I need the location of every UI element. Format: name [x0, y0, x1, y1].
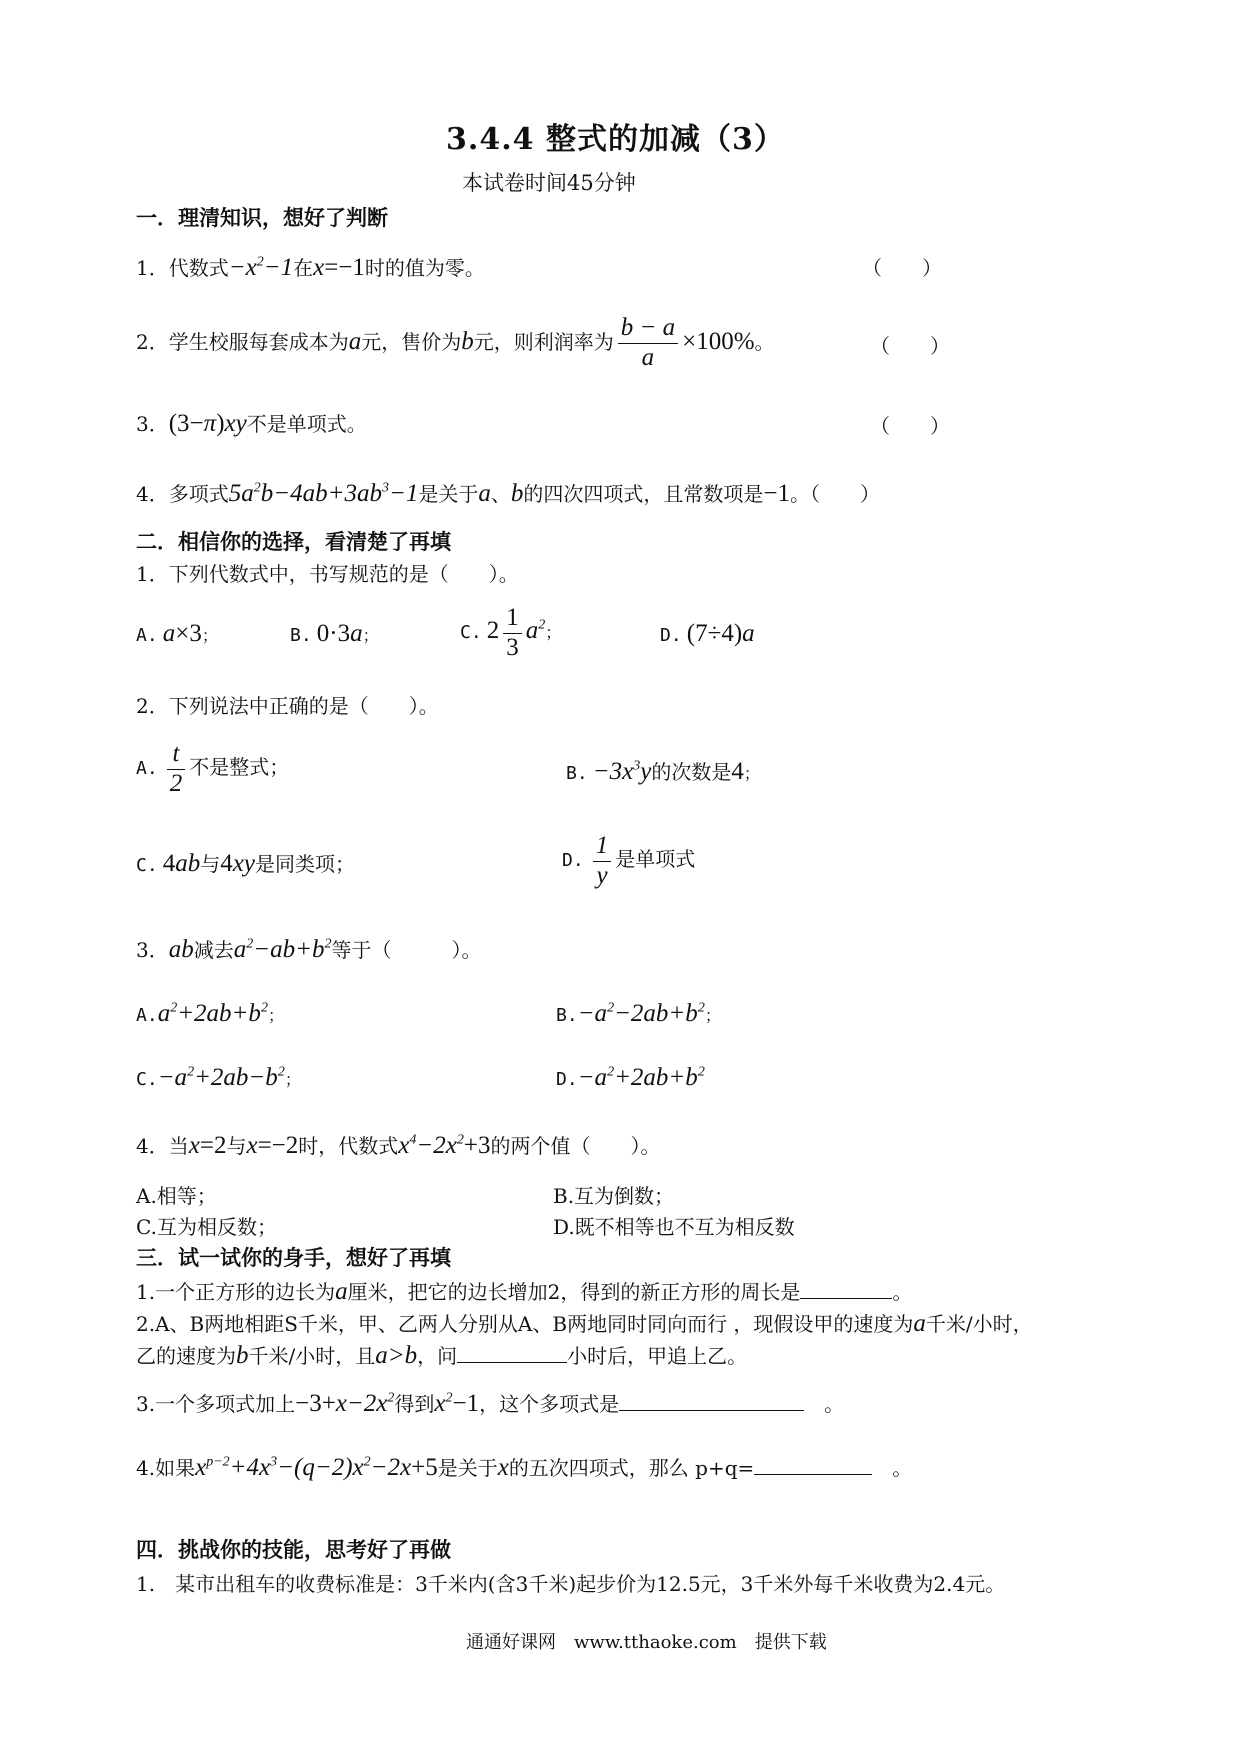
profit-fraction: $\frac{b - a}{a}$: [618, 314, 678, 373]
s2-q2-option-d: D. $\frac{1}{y}$ 是单项式: [562, 832, 696, 889]
s1-q1-paren: （ ）: [862, 256, 942, 280]
s2-q4-option-b: B.互为倒数；: [553, 1184, 675, 1208]
s1-q3: 3．(3−π)xy不是单项式。: [136, 410, 367, 437]
s2-q4: 4．当x=2与x=−2时，代数式$x^4-2x^2+3$的两个值（ ）。: [136, 1132, 661, 1159]
page-title: 3.4.4 整式的加减（3）: [446, 122, 785, 157]
s2-q3-option-c: $C.-a^2+2ab-b^2$；: [136, 1064, 301, 1091]
section4-heading: 四．挑战你的技能，思考好了再做: [136, 1537, 451, 1562]
s2-q2-option-a: A. $\frac{t}{2}$ 不是整式；: [136, 740, 290, 797]
s2-q1-option-c: C. 2 $\frac{1}{3}$ $a^2$；: [460, 604, 562, 661]
s2-q1-option-d: D. (7÷4)a: [660, 620, 755, 647]
s2-q3-option-b: $B.-a^2-2ab+b^2$；: [556, 1000, 721, 1027]
s2-q4-option-a: A.相等；: [136, 1184, 217, 1208]
s2-q4-option-c: C.互为相反数；: [136, 1215, 277, 1239]
section2-heading: 二．相信你的选择，看清楚了再填: [136, 529, 451, 554]
s2-q2-option-b: B. $-3x^3y$的次数是4；: [566, 758, 760, 785]
s2-q3: 3．ab减去$a^2-ab+b^2$等于（ ）。: [136, 936, 482, 963]
s2-q2: 2．下列说法中正确的是（ ）。: [136, 694, 439, 718]
s3-q4-blank[interactable]: [754, 1454, 872, 1475]
s1-q2: 2．学生校服每套成本为a元，售价为b元，则利润率为 $\frac{b - a}{a}$ ×100%。: [136, 314, 775, 371]
footer-source: 通通好课网 www.tthaoke.com 提供下载: [466, 1632, 827, 1653]
section3-heading: 三．试一试你的身手，想好了再填: [136, 1245, 451, 1270]
s3-q2-line1: 2.A、B两地相距S千米，甲、乙两人分别从A、B两地同时同向而行 ，现假设甲的速度为a千米/小时，: [136, 1310, 1033, 1337]
s1-q2-paren: （ ）: [870, 334, 950, 358]
s3-q4: 4.如果$x^{p-2}+4x^3-(q-2)x^2-2x+5$是关于x的五次四项式，那么 p+q= 。: [136, 1454, 913, 1481]
s1-q4: 4．多项式$5a^2b-4ab+3ab^3-1$是关于a、b的四次四项式，且常数项是−1。（ ）: [136, 480, 880, 507]
s2-q2-option-c: C. 4ab与4xy是同类项；: [136, 850, 355, 877]
s2-q3-option-d: $D.-a^2+2ab+b^2$: [556, 1064, 705, 1091]
s2-q4-option-d: D.既不相等也不互为相反数: [553, 1215, 795, 1239]
s3-q3-blank[interactable]: [619, 1390, 804, 1411]
s1-q3-paren: （ ）: [870, 414, 950, 438]
s3-q3: 3.一个多项式加上$-3+x-2x^2$得到$x^2-1$，这个多项式是 。: [136, 1390, 845, 1417]
s2-q1: 1．下列代数式中，书写规范的是（ ）。: [136, 562, 519, 586]
s2-q1-option-b: B. 0·3a；: [290, 620, 379, 647]
s4-q1: 1. 某市出租车的收费标准是：3千米内(含3千米)起步价为12.5元，3千米外每千米收费为2.4元。: [136, 1572, 1006, 1596]
s2-q3-option-a: $A.a^2+2ab+b^2$；: [136, 1000, 284, 1027]
s1-q1: 1．代数式$-x^2-1$在x=−1时的值为零。: [136, 254, 485, 281]
s2-q1-option-a: A. a×3；: [136, 620, 218, 647]
s3-q2-blank[interactable]: [457, 1342, 567, 1363]
s3-q1-blank[interactable]: [800, 1278, 892, 1299]
section1-heading: 一．理清知识，想好了判断: [136, 205, 388, 230]
time-note: 本试卷时间45分钟: [462, 171, 636, 195]
s3-q1: 1.一个正方形的边长为a厘米，把它的边长增加2，得到的新正方形的周长是 。: [136, 1278, 913, 1305]
s3-q2-line2: 乙的速度为b千米/小时，且a>b，问 小时后，甲追上乙。: [136, 1342, 748, 1369]
